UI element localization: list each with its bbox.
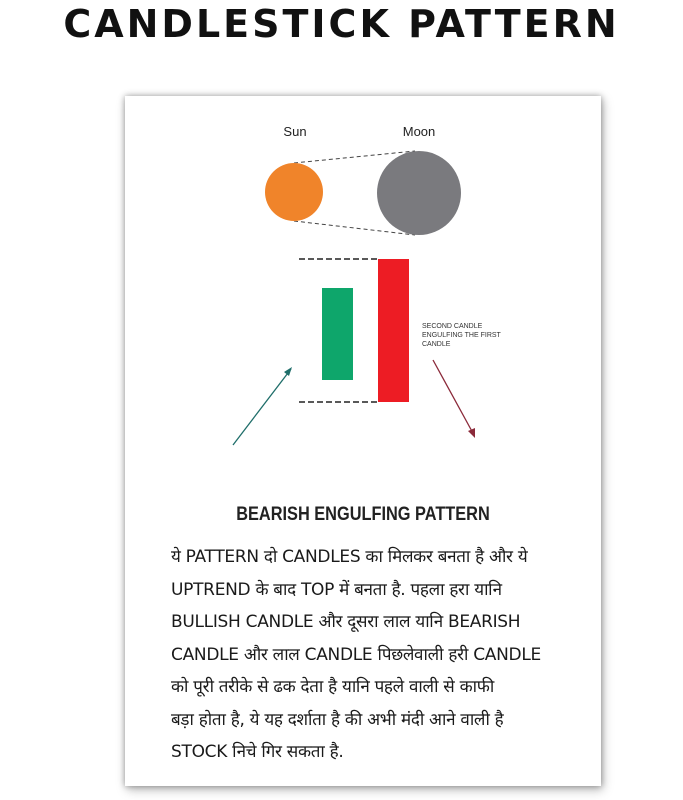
sun-circle: [265, 163, 323, 221]
moon-circle: [377, 151, 461, 235]
pattern-heading: BEARISH ENGULFING PATTERN: [236, 504, 490, 525]
description-line: को पूरी तरीके से ढक देता है यानि पहले वाली से काफी: [171, 677, 494, 697]
pattern-description: [171, 541, 591, 769]
uptrend-arrow-head: [284, 367, 292, 376]
bearish-candle: [378, 259, 409, 402]
description-line: बड़ा होता है, ये यह दर्शाता है की अभी मंदी आने वाली है: [171, 709, 504, 730]
description-line: ये PATTERN दो CANDLES का मिलकर बनता है और ये: [171, 547, 528, 567]
sun-label: Sun: [283, 124, 307, 139]
uptrend-arrow-line: [233, 369, 291, 445]
page-title: CANDLESTICK PATTERN: [63, 2, 620, 46]
description-line: CANDLE और लाल CANDLE पिछलेवाली हरी CANDLE: [171, 644, 541, 665]
annotation-line-2: ENGULFING THE FIRST: [422, 332, 501, 339]
downtrend-arrow-line: [433, 360, 474, 435]
annotation-line-3: CANDLE: [422, 341, 451, 348]
bullish-candle: [322, 288, 353, 380]
moon-label: Moon: [402, 124, 436, 139]
engulfing-diagram: [125, 96, 601, 496]
annotation-line-1: SECOND CANDLE: [422, 323, 483, 330]
description-line: STOCK निचे गिर सकता है.: [171, 742, 344, 762]
description-line: UPTREND के बाद TOP में बनता है. पहला हरा यानि: [171, 579, 502, 600]
downtrend-arrow-head: [468, 428, 475, 438]
engulfing-annotation: [422, 323, 503, 348]
pattern-card: [125, 96, 601, 786]
description-line: BULLISH CANDLE और दूसरा लाल यानि BEARISH: [171, 612, 521, 632]
